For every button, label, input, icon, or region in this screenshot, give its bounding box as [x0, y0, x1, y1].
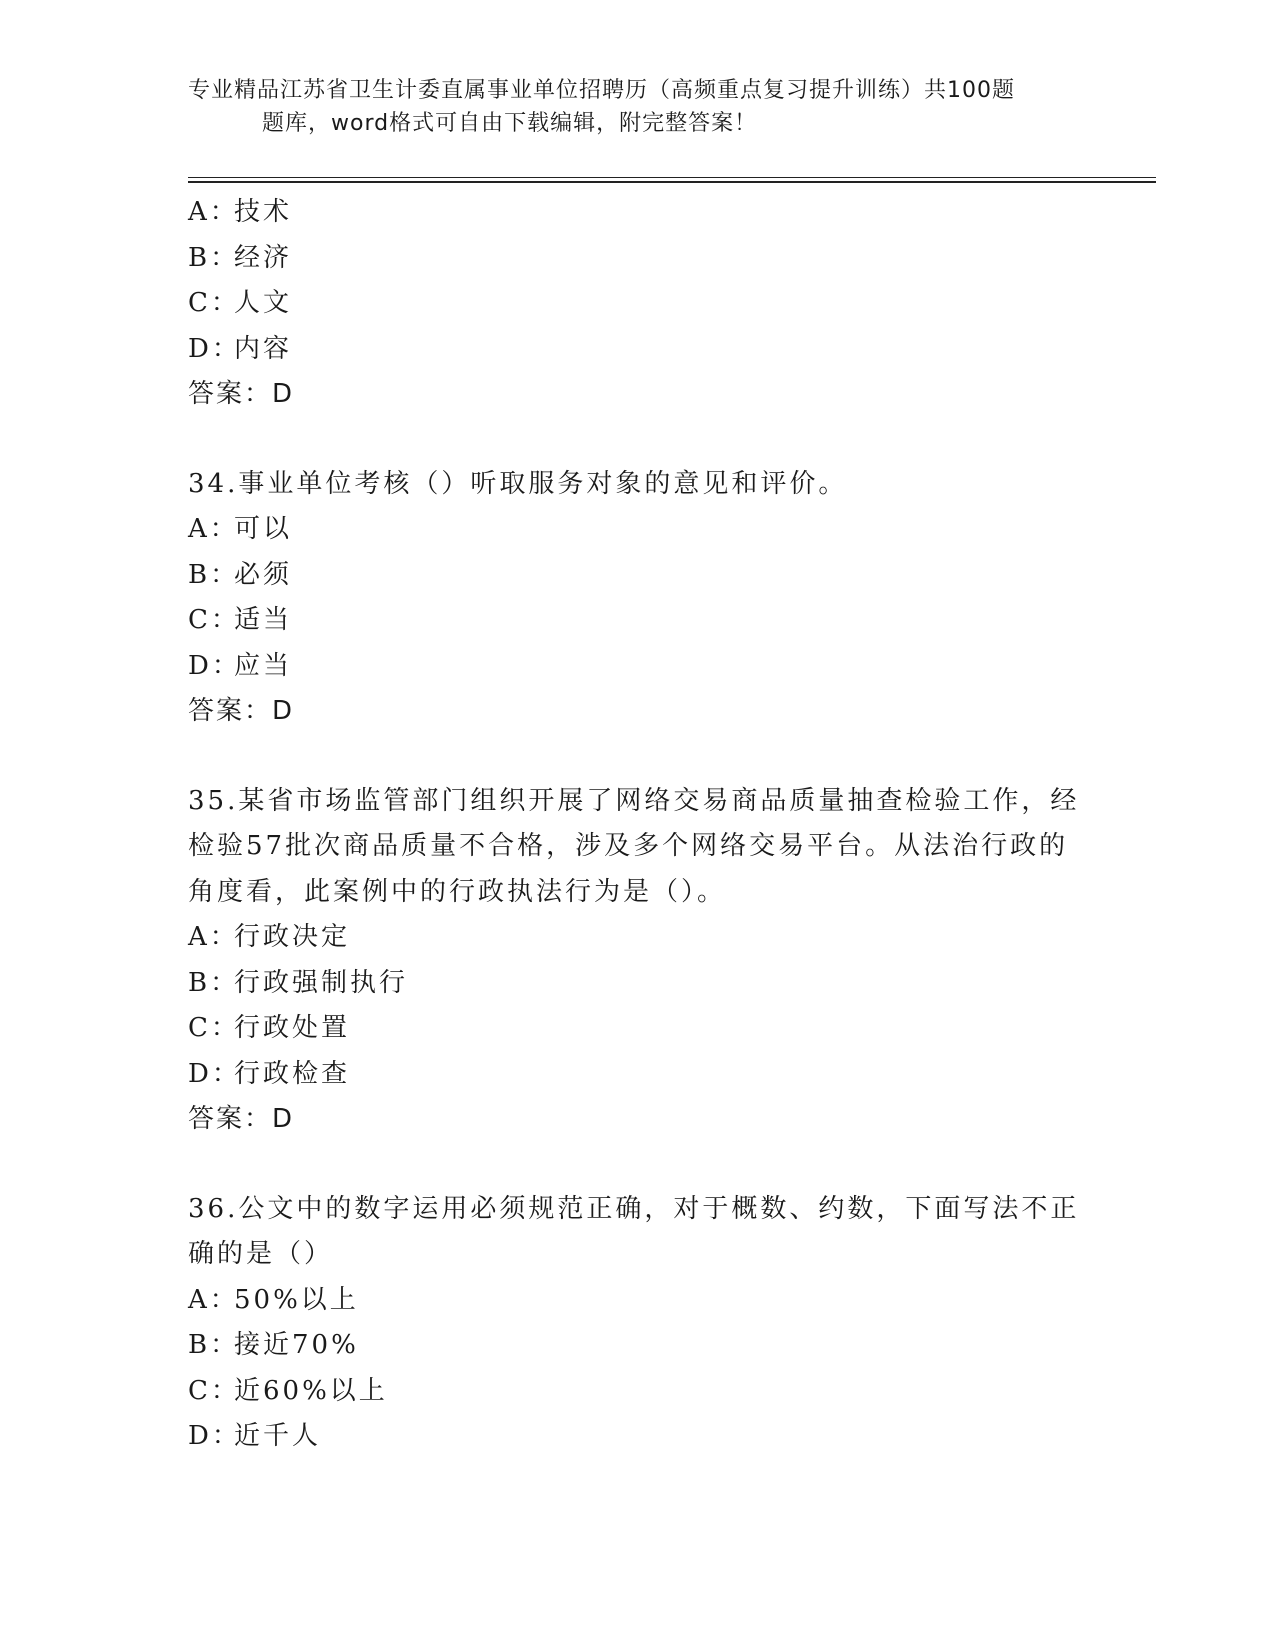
option-letter: C：: [188, 1013, 240, 1043]
answer-line: 答案：D: [188, 696, 295, 726]
option-text: 适当: [234, 605, 293, 635]
option-letter: B：: [188, 1330, 240, 1360]
option-text: 必须: [234, 559, 293, 590]
option-text: 应当: [234, 650, 293, 681]
option-item: [188, 1006, 1088, 1052]
page-header: [188, 74, 1088, 140]
question-stem-line: 34.事业单位考核（）听取服务对象的意见和评价。: [188, 468, 848, 499]
question-block: [188, 462, 1088, 779]
question-stem-line: 35.某省市场监管部门组织开展了网络交易商品质量抽查检验工作，经: [188, 785, 1080, 816]
header-title-line-2: 题库，word格式可自由下载编辑，附完整答案！: [262, 111, 758, 136]
option-text: 内容: [234, 333, 293, 364]
option-letter: D：: [188, 1421, 241, 1451]
option-item: [188, 281, 1088, 327]
option-item: [188, 1323, 1088, 1369]
option-item: [188, 1278, 1088, 1324]
question-block: [188, 190, 1088, 462]
option-letter: A：: [188, 922, 239, 952]
option-text: 近60%以上: [234, 1375, 388, 1406]
option-text: 接近70%: [234, 1330, 359, 1360]
question-stem-line: 36.公文中的数字运用必须规范正确，对于概数、约数，下面写法不正: [188, 1193, 1080, 1224]
option-letter: D：: [188, 333, 241, 364]
option-letter: A：: [188, 1284, 239, 1315]
option-text: 近千人: [234, 1421, 322, 1451]
option-text: 行政强制执行: [234, 967, 409, 998]
option-item: [188, 236, 1088, 282]
header-rule-thick: [188, 181, 1156, 183]
option-item: [188, 598, 1088, 644]
answer-line: 答案：D: [188, 1104, 295, 1134]
option-letter: C：: [188, 605, 240, 635]
option-item: [188, 644, 1088, 690]
option-item: [188, 1414, 1088, 1460]
header-title-line-1: 专业精品江苏省卫生计委直属事业单位招聘历（高频重点复习提升训练）共100题: [188, 78, 1015, 103]
question-block: [188, 779, 1088, 1187]
option-letter: C：: [188, 1375, 240, 1406]
option-text: 经济: [234, 242, 293, 273]
answer-line: 答案：D: [188, 379, 295, 409]
option-item: [188, 190, 1088, 236]
option-letter: D：: [188, 1058, 241, 1089]
option-letter: B：: [188, 559, 240, 590]
option-letter: C：: [188, 288, 240, 318]
question-block: [188, 1187, 1088, 1460]
option-item: [188, 507, 1088, 553]
option-letter: B：: [188, 967, 240, 998]
option-item: [188, 327, 1088, 373]
option-letter: A：: [188, 514, 239, 544]
option-item: [188, 961, 1088, 1007]
option-text: 50%以上: [234, 1284, 359, 1315]
option-text: 行政检查: [234, 1058, 351, 1089]
option-letter: B：: [188, 242, 240, 273]
block-spacer: [188, 418, 1088, 462]
option-text: 行政决定: [234, 922, 351, 952]
option-letter: D：: [188, 650, 241, 681]
question-stem-line: 检验57批次商品质量不合格，涉及多个网络交易平台。从法治行政的: [188, 831, 1069, 861]
option-text: 人文: [234, 288, 293, 318]
option-text: 可以: [234, 514, 293, 544]
option-item: [188, 1369, 1088, 1415]
block-spacer: [188, 735, 1088, 779]
header-rule-thin: [188, 177, 1156, 178]
option-text: 行政处置: [234, 1013, 351, 1043]
option-text: 技术: [234, 197, 293, 227]
question-list: [188, 190, 1088, 1460]
question-stem-line: 角度看，此案例中的行政执法行为是（）。: [188, 876, 727, 907]
option-item: [188, 1052, 1088, 1098]
question-stem-line: 确的是（）: [188, 1239, 334, 1269]
block-spacer: [188, 1143, 1088, 1187]
option-item: [188, 553, 1088, 599]
option-letter: A：: [188, 197, 239, 227]
option-item: [188, 915, 1088, 961]
